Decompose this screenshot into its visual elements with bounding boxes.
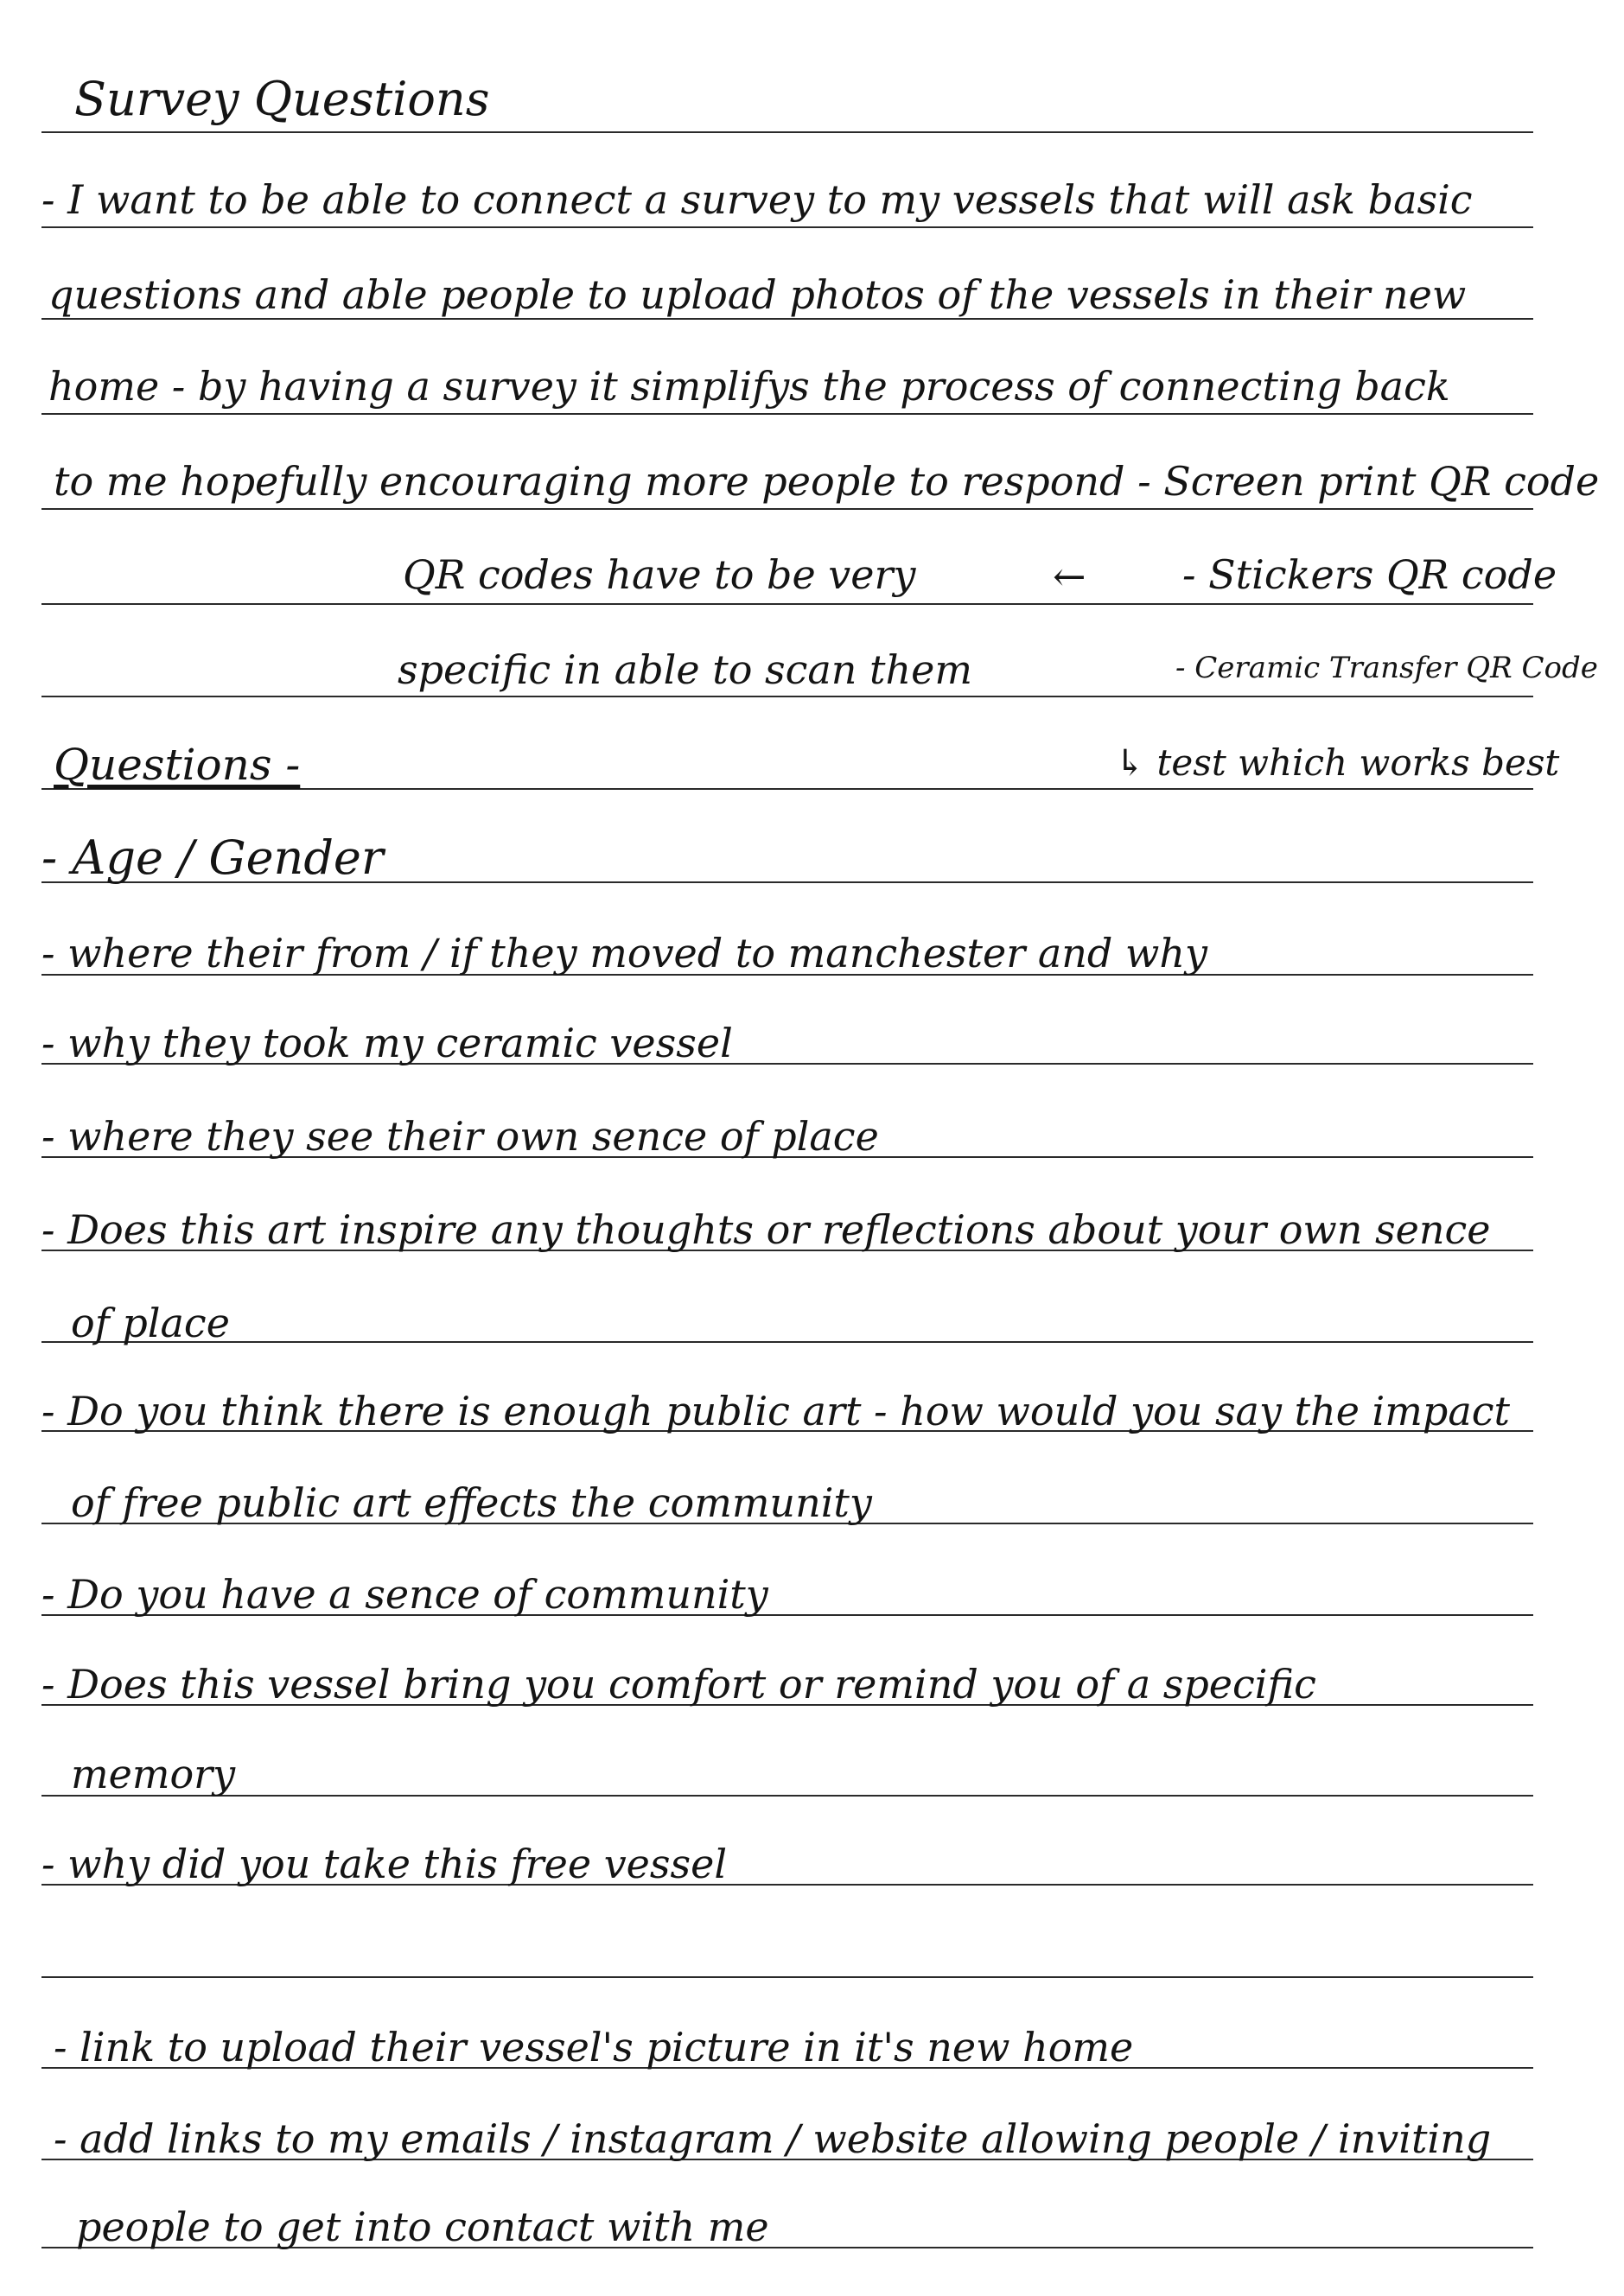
question-public-art-cont: of free public art effects the community bbox=[71, 1479, 872, 1526]
intro-line-1: - I want to be able to connect a survey to my vessels that will ask basic bbox=[41, 176, 1473, 223]
intro-line-4: to me hopefully encouraging more people to respond - Screen print QR code bbox=[54, 458, 1600, 505]
ruled-line bbox=[41, 226, 1533, 228]
question-sense-of-place: - where they see their own sence of place bbox=[41, 1113, 879, 1160]
qr-option-test-note: ↳ test which works best bbox=[1115, 741, 1560, 784]
question-art-inspire-cont: of place bbox=[71, 1300, 230, 1346]
question-art-inspire: - Does this art inspire any thoughts or reflections about your own sence bbox=[41, 1206, 1491, 1253]
left-arrow-icon: ← bbox=[1053, 553, 1086, 600]
link-upload-picture: - link to upload their vessel's picture in it's new home bbox=[54, 2024, 1134, 2070]
question-origin: - where their from / if they moved to manchester and why bbox=[41, 930, 1207, 976]
ruled-line bbox=[41, 1795, 1533, 1797]
questions-heading: Questions - bbox=[54, 740, 301, 790]
qr-note-line-2: specific in able to scan them bbox=[398, 646, 973, 693]
link-contact-channels: - add links to my emails / instagram / website allowing people / inviting bbox=[54, 2115, 1492, 2162]
question-why-took: - why they took my ceramic vessel bbox=[41, 1020, 733, 1066]
question-comfort-cont: memory bbox=[71, 1751, 236, 1797]
question-age-gender: - Age / Gender bbox=[41, 830, 384, 885]
ruled-line bbox=[41, 508, 1533, 510]
page-title: Survey Questions bbox=[74, 72, 490, 126]
intro-line-2: questions and able people to upload photos of the vessels in their new bbox=[48, 271, 1467, 318]
question-public-art: - Do you think there is enough public art - how would you say the impact bbox=[41, 1388, 1510, 1434]
intro-line-3: home - by having a survey it simplifys the process of connecting back bbox=[48, 363, 1450, 410]
qr-option-stickers: - Stickers QR code bbox=[1182, 551, 1557, 598]
link-contact-channels-cont: people to get into contact with me bbox=[76, 2204, 769, 2250]
question-why-free: - why did you take this free vessel bbox=[41, 1841, 728, 1887]
qr-option-ceramic-transfer: - Ceramic Transfer QR Code bbox=[1175, 651, 1598, 685]
ruled-line bbox=[41, 131, 1533, 133]
question-community: - Do you have a sence of community bbox=[41, 1571, 768, 1618]
qr-note-line-1: QR codes have to be very bbox=[403, 551, 916, 598]
ruled-line bbox=[41, 318, 1533, 320]
ruled-line bbox=[41, 603, 1533, 605]
ruled-line bbox=[41, 696, 1533, 697]
question-comfort: - Does this vessel bring you comfort or remind you of a specific bbox=[41, 1661, 1316, 1708]
ruled-line bbox=[41, 1976, 1533, 1978]
ruled-line bbox=[41, 413, 1533, 415]
ruled-line bbox=[41, 1341, 1533, 1343]
